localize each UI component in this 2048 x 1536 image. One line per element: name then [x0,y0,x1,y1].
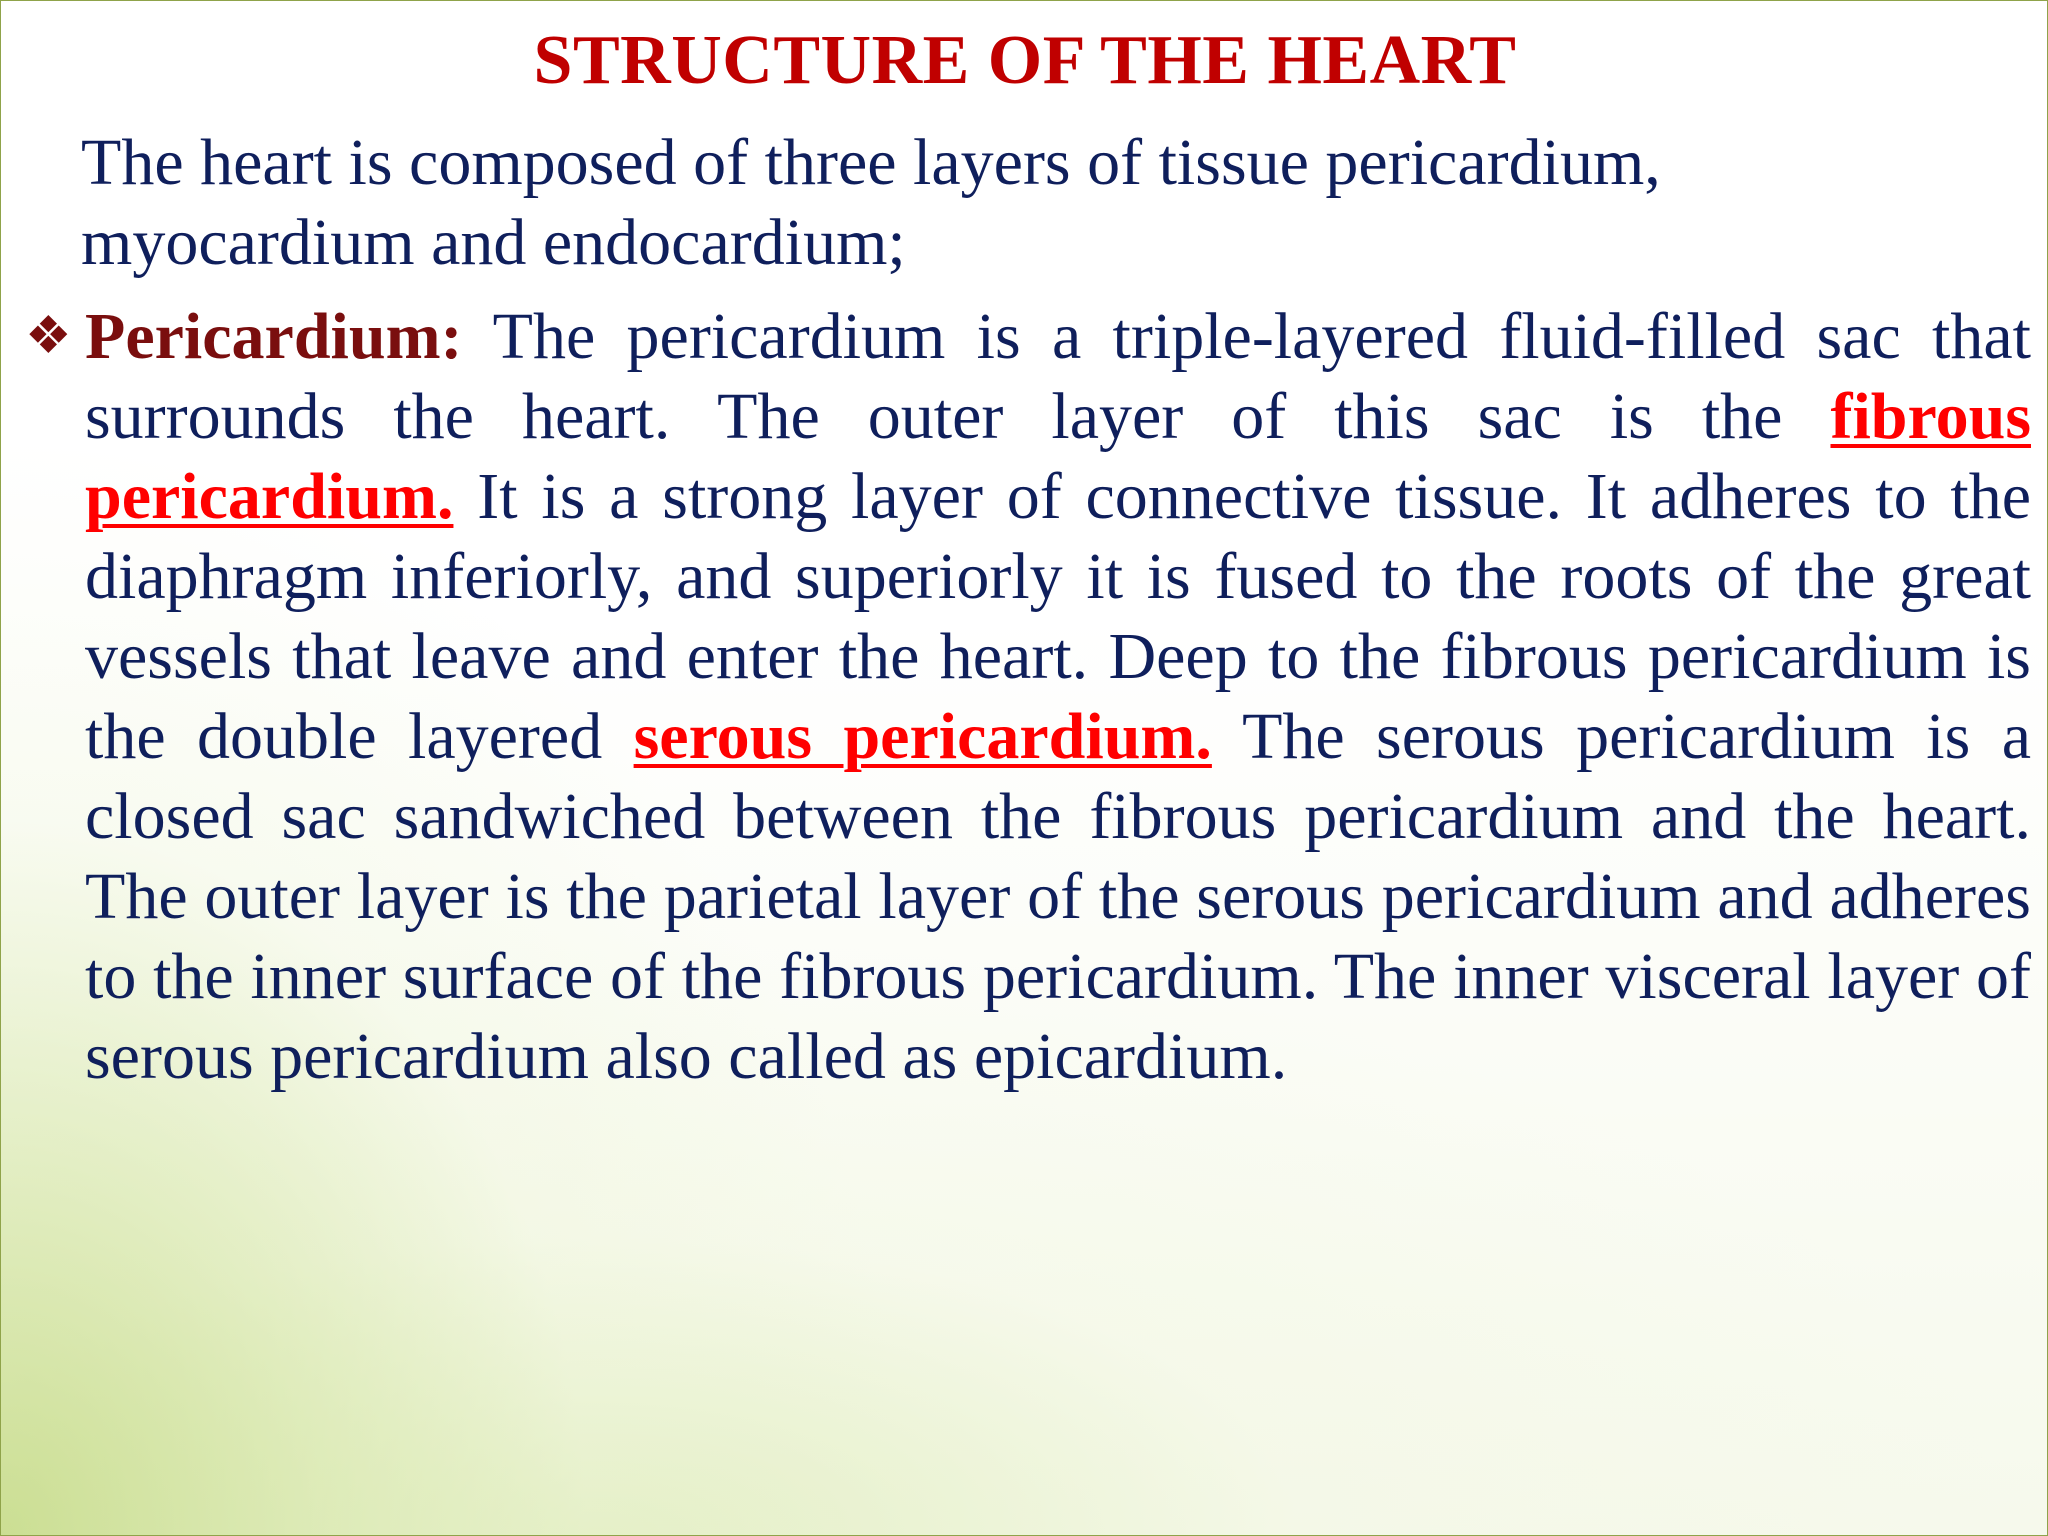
bullet-text-2: It is a strong layer of connective tissue. It adheres to the diaphragm inferiorly, and superiorly it is fused to the roots of the great vessels that leave and enter the heart. Deep to the fibrous pericardium is the double layered [85,460,2031,773]
highlight-fibrous-pericardium: fibrous pericardium. [85,380,2031,533]
bullet-text-1: The pericardium is a triple-layered fluid-filled sac that surrounds the heart. The outer layer of this sac is the [85,300,2031,453]
bullet-text-3: The serous pericardium is a closed sac sandwiched between the fibrous pericardium and the heart. The outer layer is the parietal layer of the serous pericardium and adheres to the inner surface of the fibrous pericardium. The inner visceral layer of serous pericardium also called as epicardium. [85,700,2031,1093]
diamond-bullet-icon: ❖ [25,308,72,365]
highlight-serous-pericardium: serous pericardium. [633,700,1212,773]
pericardium-bullet [25,297,2031,1097]
bullet-term: Pericardium: [85,300,463,373]
slide-title: STRUCTURE OF THE HEART [533,22,1517,99]
intro-paragraph: The heart is composed of three layers of tissue pericardium, myocardium and endocardium; [81,126,1661,279]
